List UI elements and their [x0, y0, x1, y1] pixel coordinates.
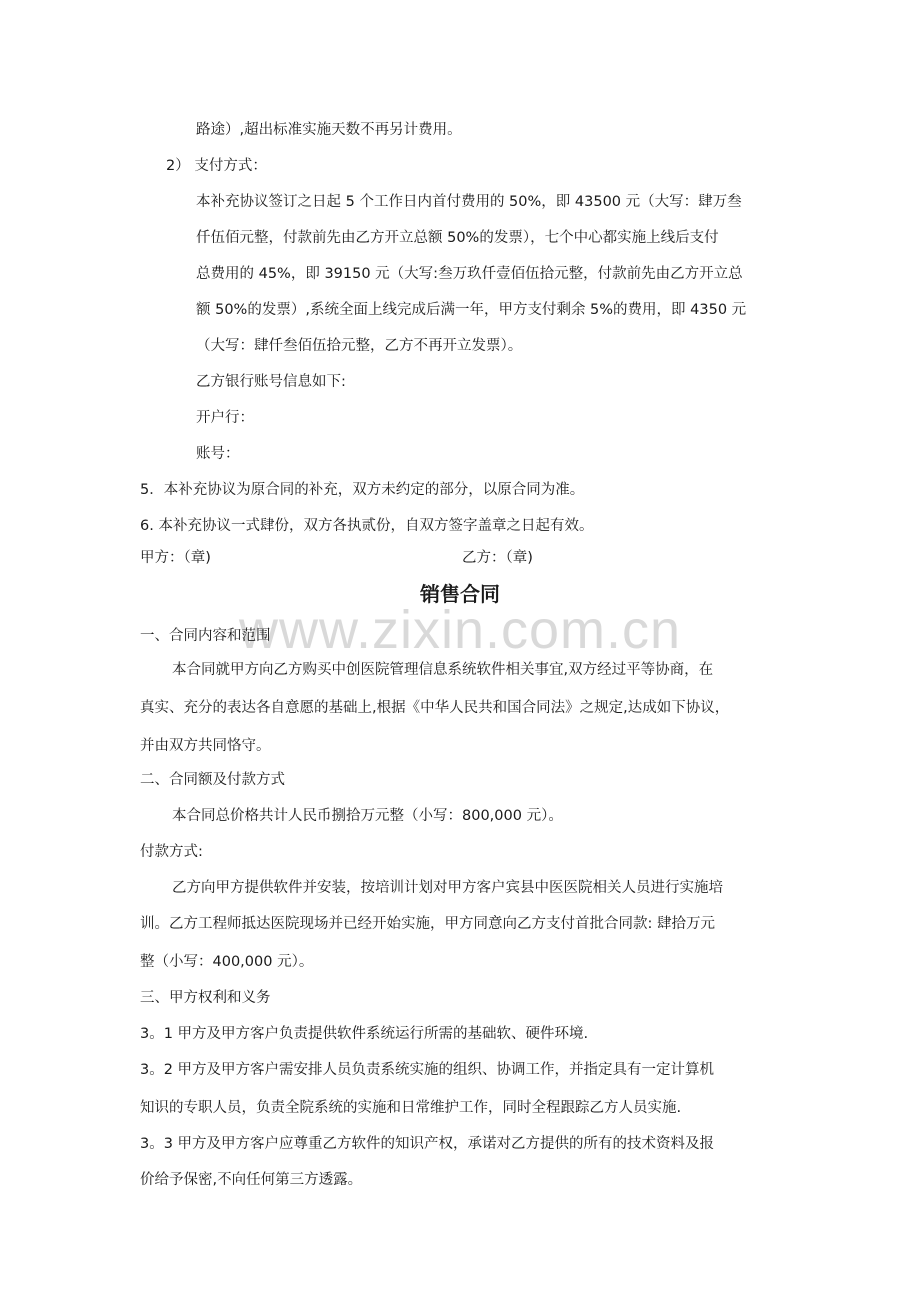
payment-line: 总费用的 45%，即 39150 元（大写:叁万玖仟壹佰伍拾元整，付款前先由乙方开立总 [196, 266, 743, 282]
section-1-heading: 一、合同内容和范围 [140, 628, 271, 644]
payment-line: 整（小写：400,000 元）。 [140, 954, 314, 970]
section-3-heading: 三、甲方权利和义务 [140, 990, 271, 1006]
payment-line: 本补充协议签订之日起 5 个工作日内首付费用的 50%，即 43500 元（大写：肆万叁 [196, 194, 742, 210]
payment-line: （大写：肆仟叁佰伍拾元整，乙方不再开立发票）。 [196, 338, 523, 354]
clause-3-3-line: 价给予保密,不向任何第三方透露。 [140, 1172, 363, 1188]
payment-line: 训。乙方工程师抵达医院现场并已经开始实施，甲方同意向乙方支付首批合同款: 肆拾万元 [140, 916, 715, 932]
clause-3-2-line: 3。2 甲方及甲方客户需安排人员负责系统实施的组织、协调工作，并指定具有一定计算机 [140, 1062, 715, 1078]
payment-line: 仟伍佰元整，付款前先由乙方开立总额 50%的发票），七个中心都实施上线后支付 [196, 230, 719, 246]
clause-3-1: 3。1 甲方及甲方客户负责提供软件系统运行所需的基础软、硬件环境. [140, 1026, 589, 1042]
clause-3-3-line: 3。3 甲方及甲方客户应尊重乙方软件的知识产权，承诺对乙方提供的所有的技术资料及报 [140, 1136, 715, 1152]
party-a-sign: 甲方：（章) [140, 550, 211, 566]
payment-heading: 2） 支付方式： [166, 158, 267, 174]
payment-line: 额 50%的发票）,系统全面上线完成后满一年，甲方支付剩余 5%的费用，即 4350 元 [196, 302, 747, 318]
payment-method-label: 付款方式: [140, 844, 203, 860]
route-line: 路途）,超出标准实施天数不再另计费用。 [196, 122, 462, 138]
section-1-line: 本合同就甲方向乙方购买中创医院管理信息系统软件相关事宜,双方经过平等协商，在 [172, 662, 714, 678]
payment-line: 乙方向甲方提供软件并安装，按培训计划对甲方客户宾县中医医院相关人员进行实施培 [172, 880, 723, 896]
section-1-line: 真实、充分的表达各自意愿的基础上,根据《中华人民共和国合同法》之规定,达成如下协议， [140, 700, 730, 716]
bank-info: 乙方银行账号信息如下: [196, 374, 346, 390]
section-1-line: 并由双方共同恪守。 [140, 738, 271, 754]
contract-title: 销售合同 [420, 582, 500, 606]
account-label: 账号： [196, 446, 240, 462]
section-2-heading: 二、合同额及付款方式 [140, 772, 285, 788]
party-b-sign: 乙方：（章) [462, 550, 533, 566]
clause-5: 5．本补充协议为原合同的补充，双方未约定的部分，以原合同为准。 [140, 482, 585, 498]
clause-6: 6. 本补充协议一式肆份，双方各执贰份，自双方签字盖章之日起有效。 [140, 518, 594, 534]
clause-3-2-line: 知识的专职人员，负责全院系统的实施和日常维护工作，同时全程跟踪乙方人员实施. [140, 1100, 682, 1116]
total-price: 本合同总价格共计人民币捌拾万元整（小写：800,000 元）。 [172, 808, 563, 824]
bank-name-label: 开户行： [196, 410, 254, 426]
watermark: www.zixin.com.cn [238, 600, 682, 660]
